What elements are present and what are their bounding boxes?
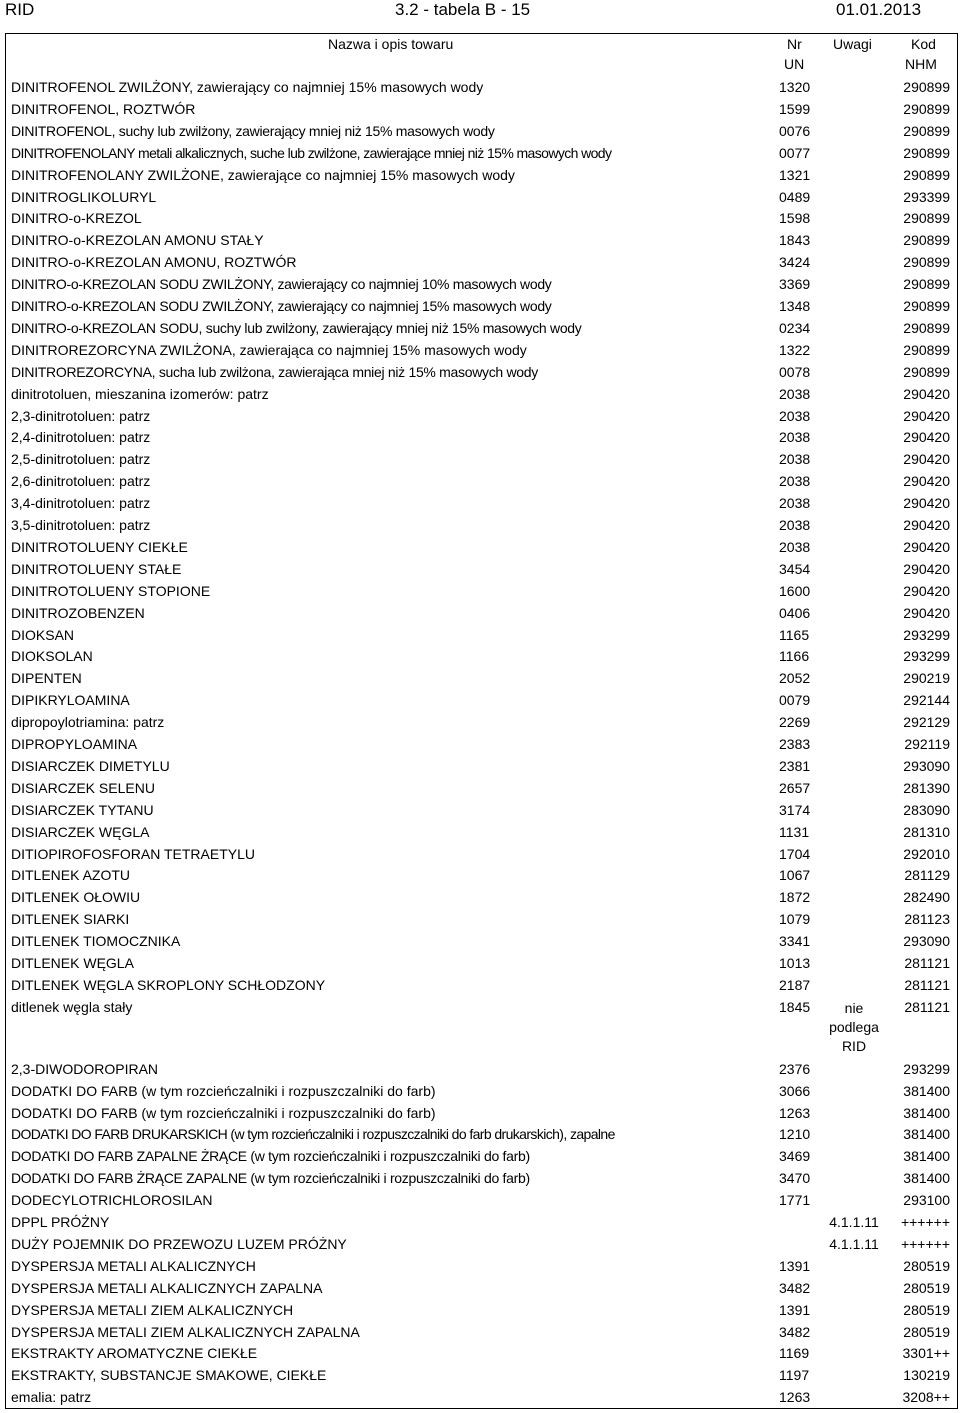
name-cell: 3,5-dinitrotoluen: patrz	[11, 517, 151, 533]
table-row	[6, 120, 957, 142]
table-row	[6, 1255, 957, 1277]
name-cell: DODATKI DO FARB (w tym rozcieńczalniki i rozpuszczalniki do farb)	[11, 1104, 436, 1121]
table-row	[6, 974, 957, 996]
nhm-code-cell: 292129	[903, 714, 950, 731]
un-number-cell: 3341	[779, 933, 811, 950]
un-number-cell: 1013	[779, 955, 811, 971]
nhm-code-cell: 281123	[904, 911, 950, 928]
name-cell: DITLENEK TIOMOCZNIKA	[11, 933, 181, 950]
name-cell: DINITRO-o-KREZOL	[11, 210, 142, 227]
nhm-code-cell: 290899	[903, 276, 950, 293]
name-cell: DINITROGLIKOLURYL	[11, 188, 157, 205]
name-cell: EKSTRAKTY AROMATYCZNE CIEKŁE	[11, 1345, 258, 1362]
name-cell: DYSPERSJA METALI ZIEM ALKALICZNYCH	[11, 1301, 294, 1318]
un-number-cell: 1598	[779, 210, 811, 227]
nhm-code-cell: 290899	[903, 166, 950, 183]
un-number-cell: 1600	[779, 582, 811, 599]
col-un-header-1: Nr	[787, 36, 802, 52]
table-row	[6, 996, 957, 1056]
col-code-header-2: NHM	[905, 56, 937, 72]
nhm-code-cell: 293299	[903, 626, 950, 643]
name-cell: DISIARCZEK TYTANU	[11, 801, 154, 818]
table-row	[6, 864, 957, 886]
table-row	[6, 777, 957, 799]
nhm-code-cell: 381400	[903, 1082, 950, 1099]
table-row	[6, 383, 957, 405]
table-row	[6, 448, 957, 470]
table-row	[6, 1211, 957, 1233]
nhm-code-cell: 290899	[903, 122, 950, 139]
name-cell: DINITROTOLUENY STAŁE	[11, 560, 182, 577]
nhm-code-cell: 281390	[903, 779, 950, 796]
un-number-cell: 2038	[779, 517, 811, 533]
nhm-code-cell: 290899	[903, 100, 950, 117]
nhm-code-cell: 3208++	[902, 1389, 950, 1406]
un-number-cell: 1322	[779, 341, 811, 358]
nhm-code-cell: 290899	[903, 298, 950, 314]
table-row	[6, 76, 957, 98]
table-row	[6, 98, 957, 120]
un-number-cell: 2038	[779, 538, 811, 555]
nhm-code-cell: 283090	[903, 801, 950, 818]
name-cell: DUŻY POJEMNIK DO PRZEWOZU LUZEM PRÓŻNY	[11, 1235, 347, 1252]
name-cell: ditlenek węgla stały	[11, 998, 133, 1015]
table-row	[6, 207, 957, 229]
un-number-cell: 1843	[779, 232, 811, 249]
table-row	[6, 536, 957, 558]
table-row	[6, 821, 957, 843]
nhm-code-cell: 381400	[903, 1148, 950, 1165]
name-cell: DITIOPIROFOSFORAN TETRAETYLU	[11, 845, 255, 862]
name-cell: DINITRO-o-KREZOLAN AMONU, ROZTWÓR	[11, 254, 297, 271]
col-name-header: Nazwa i opis towaru	[328, 36, 454, 52]
col-code-header-1: Kod	[911, 36, 936, 52]
un-number-cell: 2038	[779, 495, 811, 512]
name-cell: 2,5-dinitrotoluen: patrz	[11, 451, 151, 468]
un-number-cell: 0076	[779, 122, 811, 139]
table-row	[6, 1123, 957, 1145]
table-row	[6, 405, 957, 427]
table-row	[6, 1080, 957, 1102]
notes-cell: 4.1.1.11	[829, 1214, 879, 1230]
nhm-code-cell: 381400	[903, 1170, 950, 1187]
un-number-cell: 1321	[779, 166, 811, 183]
table-row	[6, 164, 957, 186]
name-cell: DINITROTOLUENY CIEKŁE	[11, 538, 188, 555]
un-number-cell: 2381	[779, 757, 811, 774]
nhm-code-cell: 290899	[903, 363, 950, 380]
name-cell: DIOKSOLAN	[11, 648, 93, 665]
table-row	[6, 1058, 957, 1080]
nhm-code-cell: 281310	[903, 823, 950, 840]
name-cell: DIOKSAN	[11, 626, 75, 643]
table-row	[6, 930, 957, 952]
table-row	[6, 142, 957, 164]
un-number-cell: 2038	[779, 385, 811, 402]
un-number-cell: 3482	[779, 1323, 811, 1340]
table-row	[6, 1189, 957, 1211]
nhm-code-cell: 130219	[903, 1367, 950, 1384]
name-cell: DYSPERSJA METALI ZIEM ALKALICZNYCH ZAPALNA	[11, 1323, 360, 1340]
name-cell: DISIARCZEK SELENU	[11, 779, 155, 796]
un-number-cell: 2038	[779, 451, 811, 468]
un-number-cell: 0406	[779, 604, 811, 621]
un-number-cell: 1165	[779, 626, 810, 643]
name-cell: DINITROREZORCYNA, sucha lub zwilżona, zawierająca mniej niż 15% masowych wody	[11, 363, 538, 380]
un-number-cell: 1079	[779, 911, 811, 928]
col-notes-header: Uwagi	[833, 36, 872, 52]
un-number-cell: 1872	[779, 889, 811, 906]
table-header	[6, 34, 957, 74]
name-cell: DINITROFENOLANY ZWILŻONE, zawierające co najmniej 15% masowych wody	[11, 166, 515, 183]
nhm-code-cell: 290420	[903, 560, 950, 577]
table-row	[6, 426, 957, 448]
un-number-cell: 1067	[779, 867, 811, 884]
un-number-cell: 1348	[779, 298, 811, 314]
name-cell: DODATKI DO FARB (w tym rozcieńczalniki i rozpuszczalniki do farb)	[11, 1082, 436, 1099]
name-cell: DPPL PRÓŻNY	[11, 1214, 110, 1230]
un-number-cell: 3424	[779, 254, 811, 271]
un-number-cell: 3454	[779, 560, 811, 577]
nhm-code-cell: 281121	[904, 998, 950, 1015]
table-row	[6, 1386, 957, 1408]
notes-cell: nie podlega RID	[829, 999, 879, 1054]
nhm-code-cell: 292119	[904, 736, 950, 752]
table-row	[6, 229, 957, 251]
table-row	[6, 799, 957, 821]
nhm-code-cell: ++++++	[900, 1235, 950, 1252]
name-cell: emalia: patrz	[11, 1389, 92, 1406]
nhm-code-cell: 290899	[903, 254, 950, 271]
un-number-cell: 3469	[779, 1148, 811, 1165]
nhm-code-cell: 290899	[903, 319, 950, 336]
name-cell: DINITRO-o-KREZOLAN SODU ZWILŻONY, zawierający co najmniej 15% masowych wody	[11, 298, 552, 314]
nhm-code-cell: 290420	[903, 451, 950, 468]
table-row	[6, 667, 957, 689]
nhm-code-cell: 290420	[903, 407, 950, 424]
nhm-code-cell: 281129	[904, 867, 950, 884]
nhm-code-cell: 280519	[903, 1323, 950, 1340]
name-cell: DODATKI DO FARB ŻRĄCE ZAPALNE (w tym rozcieńczalniki i rozpuszczalniki do farb)	[11, 1170, 530, 1187]
un-number-cell: 1210	[779, 1126, 811, 1143]
table-row	[6, 1277, 957, 1299]
un-number-cell: 1169	[779, 1345, 810, 1362]
un-number-cell: 3470	[779, 1170, 811, 1187]
name-cell: DIPIKRYLOAMINA	[11, 692, 130, 709]
nhm-code-cell: 280519	[903, 1301, 950, 1318]
name-cell: DITLENEK WĘGLA	[11, 955, 134, 971]
table-row	[6, 733, 957, 755]
table-row	[6, 1342, 957, 1364]
un-number-cell: 2187	[779, 976, 811, 993]
nhm-code-cell: 290219	[903, 670, 950, 687]
table-row	[6, 645, 957, 667]
nhm-code-cell: 290899	[903, 210, 950, 227]
table-row	[6, 580, 957, 602]
table-row	[6, 273, 957, 295]
name-cell: 2,3-dinitrotoluen: patrz	[11, 407, 151, 424]
table-row	[6, 1102, 957, 1124]
name-cell: 2,3-DIWODOROPIRAN	[11, 1060, 159, 1077]
table-row	[6, 492, 957, 514]
name-cell: DINITROFENOLANY metali alkalicznych, suche lub zwilżone, zawierające mniej niż 15% masowych wody	[11, 144, 612, 161]
un-number-cell: 2038	[779, 429, 811, 446]
un-number-cell: 1263	[779, 1104, 811, 1121]
table-row	[6, 886, 957, 908]
name-cell: DODATKI DO FARB ZAPALNE ŻRĄCE (w tym rozcieńczalniki i rozpuszczalniki do farb)	[11, 1148, 530, 1165]
name-cell: DYSPERSJA METALI ALKALICZNYCH	[11, 1257, 256, 1274]
table-row	[6, 361, 957, 383]
table-row	[6, 558, 957, 580]
name-cell: DISIARCZEK DIMETYLU	[11, 757, 170, 774]
un-number-cell: 1391	[779, 1257, 811, 1274]
table-row	[6, 470, 957, 492]
un-number-cell: 3066	[779, 1082, 811, 1099]
un-number-cell: 1197	[779, 1367, 810, 1384]
nhm-code-cell: 290420	[903, 517, 950, 533]
nhm-code-cell: 290899	[903, 144, 950, 161]
header-center: 3.2 - tabela B - 15	[395, 0, 531, 19]
name-cell: DISIARCZEK WĘGLA	[11, 823, 150, 840]
name-cell: DINITROFENOL, ROZTWÓR	[11, 100, 196, 117]
un-number-cell: 2052	[779, 670, 811, 687]
nhm-code-cell: 290420	[903, 538, 950, 555]
name-cell: 3,4-dinitrotoluen: patrz	[11, 495, 151, 512]
nhm-code-cell: 293100	[903, 1192, 950, 1209]
nhm-code-cell: 290420	[903, 604, 950, 621]
name-cell: DITLENEK AZOTU	[11, 867, 131, 884]
un-number-cell: 2383	[779, 736, 811, 752]
un-number-cell: 3482	[779, 1279, 811, 1296]
name-cell: DINITRO-o-KREZOLAN SODU, suchy lub zwilżony, zawierający mniej niż 15% masowych wody	[11, 319, 582, 336]
nhm-code-cell: 282490	[903, 889, 950, 906]
nhm-code-cell: 280519	[903, 1279, 950, 1296]
nhm-code-cell: 292144	[903, 692, 950, 709]
table-row	[6, 1364, 957, 1386]
un-number-cell: 3369	[779, 276, 811, 293]
nhm-code-cell: 290420	[903, 429, 950, 446]
nhm-code-cell: 290899	[903, 232, 950, 249]
table-row	[6, 711, 957, 733]
name-cell: DODATKI DO FARB DRUKARSKICH (w tym rozcieńczalniki i rozpuszczalniki do farb drukarskich), zapalne	[11, 1126, 615, 1143]
un-number-cell: 1771	[779, 1192, 811, 1209]
un-number-cell: 1131	[779, 823, 810, 840]
table-row	[6, 1145, 957, 1167]
name-cell: DINITROTOLUENY STOPIONE	[11, 582, 211, 599]
un-number-cell: 1704	[779, 845, 811, 862]
nhm-code-cell: 290420	[903, 495, 950, 512]
nhm-code-cell: 280519	[903, 1257, 950, 1274]
nhm-code-cell: 281121	[904, 976, 950, 993]
name-cell: DINITROZOBENZEN	[11, 604, 145, 621]
nhm-code-cell: 281121	[904, 955, 950, 971]
table-row	[6, 689, 957, 711]
nhm-code-cell: 293299	[903, 1060, 950, 1077]
un-number-cell: 2038	[779, 473, 811, 490]
name-cell: DIPENTEN	[11, 670, 82, 687]
name-cell: 2,4-dinitrotoluen: patrz	[11, 429, 151, 446]
un-number-cell: 1599	[779, 100, 811, 117]
nhm-code-cell: 290899	[903, 79, 950, 95]
nhm-code-cell: 290420	[903, 582, 950, 599]
un-number-cell: 3174	[779, 801, 811, 818]
table-row	[6, 295, 957, 317]
name-cell: dipropoylotriamina: patrz	[11, 714, 165, 731]
un-number-cell: 1845	[779, 998, 811, 1015]
name-cell: DODECYLOTRICHLOROSILAN	[11, 1192, 213, 1209]
name-cell: DINITROFENOL ZWILŻONY, zawierający co najmniej 15% masowych wody	[11, 79, 484, 95]
un-number-cell: 1391	[779, 1301, 811, 1318]
nhm-code-cell: 381400	[903, 1126, 950, 1143]
un-number-cell: 0077	[779, 144, 811, 161]
table-row	[6, 843, 957, 865]
nhm-code-cell: 293399	[903, 188, 950, 205]
un-number-cell: 1166	[779, 648, 810, 665]
goods-table	[5, 33, 958, 1409]
col-un-header-2: UN	[784, 56, 805, 72]
un-number-cell: 1320	[779, 79, 811, 95]
un-number-cell: 2657	[779, 779, 811, 796]
table-row	[6, 1299, 957, 1321]
table-row	[6, 1167, 957, 1189]
un-number-cell: 0079	[779, 692, 811, 709]
name-cell: EKSTRAKTY, SUBSTANCJE SMAKOWE, CIEKŁE	[11, 1367, 327, 1384]
nhm-code-cell: 293299	[903, 648, 950, 665]
name-cell: DITLENEK OŁOWIU	[11, 889, 141, 906]
name-cell: DINITROFENOL, suchy lub zwilżony, zawierający mniej niż 15% masowych wody	[11, 122, 495, 139]
name-cell: DITLENEK WĘGLA SKROPLONY SCHŁODZONY	[11, 976, 326, 993]
table-row	[6, 755, 957, 777]
un-number-cell: 2038	[779, 407, 811, 424]
nhm-code-cell: 293090	[903, 933, 950, 950]
nhm-code-cell: 292010	[903, 845, 950, 862]
table-row	[6, 908, 957, 930]
notes-cell: 4.1.1.11	[829, 1235, 879, 1252]
un-number-cell: 0489	[779, 188, 811, 205]
nhm-code-cell: 3301++	[902, 1345, 950, 1362]
un-number-cell: 2269	[779, 714, 811, 731]
table-row	[6, 1233, 957, 1255]
table-row	[6, 514, 957, 536]
un-number-cell: 0234	[779, 319, 811, 336]
table-row	[6, 952, 957, 974]
un-number-cell: 1263	[779, 1389, 811, 1406]
name-cell: DYSPERSJA METALI ALKALICZNYCH ZAPALNA	[11, 1279, 323, 1296]
nhm-code-cell: 290420	[903, 473, 950, 490]
table-row	[6, 1321, 957, 1343]
page-header	[0, 0, 960, 22]
nhm-code-cell: 293090	[903, 757, 950, 774]
name-cell: DINITRO-o-KREZOLAN AMONU STAŁY	[11, 232, 264, 249]
un-number-cell: 2376	[779, 1060, 811, 1077]
name-cell: 2,6-dinitrotoluen: patrz	[11, 473, 151, 490]
nhm-code-cell: 381400	[903, 1104, 950, 1121]
un-number-cell: 0078	[779, 363, 811, 380]
header-date: 01.01.2013	[836, 0, 922, 19]
name-cell: DIPROPYLOAMINA	[11, 736, 138, 752]
nhm-code-cell: ++++++	[900, 1214, 950, 1230]
table-row	[6, 602, 957, 624]
table-row	[6, 339, 957, 361]
name-cell: dinitrotoluen, mieszanina izomerów: patrz	[11, 385, 269, 402]
header-left: RID	[5, 0, 35, 19]
nhm-code-cell: 290420	[903, 385, 950, 402]
table-row	[6, 317, 957, 339]
name-cell: DINITROREZORCYNA ZWILŻONA, zawierająca co najmniej 15% masowych wody	[11, 341, 527, 358]
table-row	[6, 186, 957, 208]
table-row	[6, 624, 957, 646]
nhm-code-cell: 290899	[903, 341, 950, 358]
name-cell: DINITRO-o-KREZOLAN SODU ZWILŻONY, zawierający co najmniej 10% masowych wody	[11, 276, 552, 293]
name-cell: DITLENEK SIARKI	[11, 911, 130, 928]
table-row	[6, 251, 957, 273]
